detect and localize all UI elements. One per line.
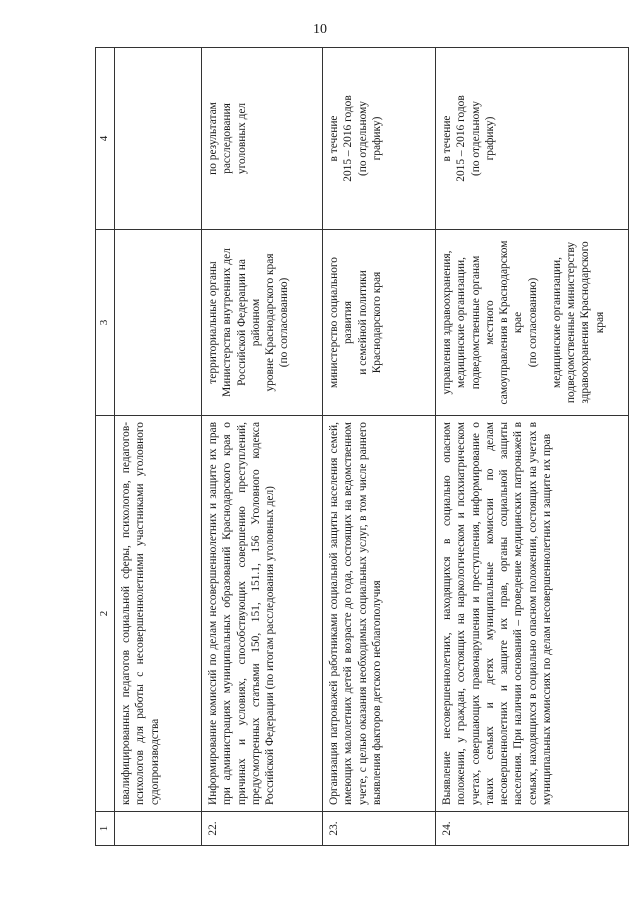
responsible-cell [115,230,202,416]
measure-text: квалифицированных педагогов социальной сферы, психологов, педагогов-психологов для работы с несовершеннолетними участниками уголовного судопроизводства [115,416,202,812]
table-row [323,48,436,846]
page-number: 10 [313,22,327,37]
deadline-cell [436,48,629,230]
header-cell: 4 [96,48,115,230]
row-number: 22. [202,812,323,846]
table-row [202,48,323,846]
measure-text: Организация патронажей работниками социальной защиты населения семей, имеющих малолетних детей в возрасте до года, состоящих на ведомственном учете, с целью оказания необходимых социальных услуг, в том числе раннего выявления факторов детского неблагополучия [323,416,436,812]
cell-line: Российской Федерации на районном [235,259,262,386]
cell-line: подведомственные органам местного [469,255,496,390]
cell-line: самоуправления в Краснодарском крае [498,240,525,405]
measure-text: Информирование комиссий по делам несовершеннолетних и защите их прав при администрациях муниципальных образований Краснодарского края о причинах и условиях, способствующих совершению преступлений, предусмотренных статьями 150, 151, 151.1, 156 Уголовного кодекса Российской Федерации (по итогам расследования уголовных дел) [202,416,323,812]
cell-line: графику) [483,116,496,161]
cell-line: управления здравоохранения, [441,250,453,395]
row-number: 23. [323,812,436,846]
table-frame [95,48,607,846]
cell-line: здравоохранения Краснодарского края [579,241,606,404]
cell-line: Министерства внутренних дел [221,248,234,397]
cell-line: (по отдельному [469,101,482,177]
measure-text: Выявление несовершеннолетних, находящихся в социально опасном положении, у граждан, состоящих на наркологическом и психиатрическом учетах, совершающих правонарушения и преступления, информирование о таких семьях и детях муниципальные комиссии по делам несовершеннолетних и защите их прав, органы социальной защиты населения. При наличии оснований – проведение медицинских патронажей в семьях, находящихся в социально опасном положении, состоящих на учетах в муниципальных комиссиях по делам несовершеннолетних и защите их прав [436,416,629,812]
cell-line: медицинские организации, [455,257,468,388]
cell-line: графику) [370,116,383,161]
cell-line: министерство социального развития [328,257,355,389]
responsible-cell [436,230,629,416]
header-cell: 3 [96,230,115,416]
cell-line: медицинские организации, [550,257,563,388]
table-row [436,48,629,846]
deadline-cell [202,48,323,230]
cell-line: уровне Краснодарского края [264,253,276,392]
cell-line: в течение [328,115,340,162]
cell-line: уголовных дел [235,102,248,175]
cell-line: в течение [441,115,453,162]
cell-line: расследования [221,103,234,174]
header-row [96,48,115,846]
cell-line: 2015 – 2016 годов [342,95,355,182]
table-row [115,48,202,846]
cell-line: подведомственные министерству [565,241,577,404]
row-number: 24. [436,812,629,846]
cell-line: территориальные органы [207,261,219,384]
cell-line: (по согласованию) [278,277,291,368]
header-cell: 1 [96,812,115,846]
responsible-cell [202,230,323,416]
deadline-cell [115,48,202,230]
measures-table [95,47,629,846]
deadline-cell [323,48,436,230]
cell-line: (по отдельному [356,101,369,177]
rotated-table-container [95,48,607,846]
cell-line: Краснодарского края [370,271,383,374]
cell-line: и семейной политики [356,270,369,375]
cell-line: 2015 – 2016 годов [455,95,468,182]
cell-line: по результатам [207,102,219,175]
line-gap [540,236,550,409]
row-number [115,812,202,846]
header-cell: 2 [96,416,115,812]
responsible-cell [323,230,436,416]
cell-line: (по согласованию) [526,277,539,368]
